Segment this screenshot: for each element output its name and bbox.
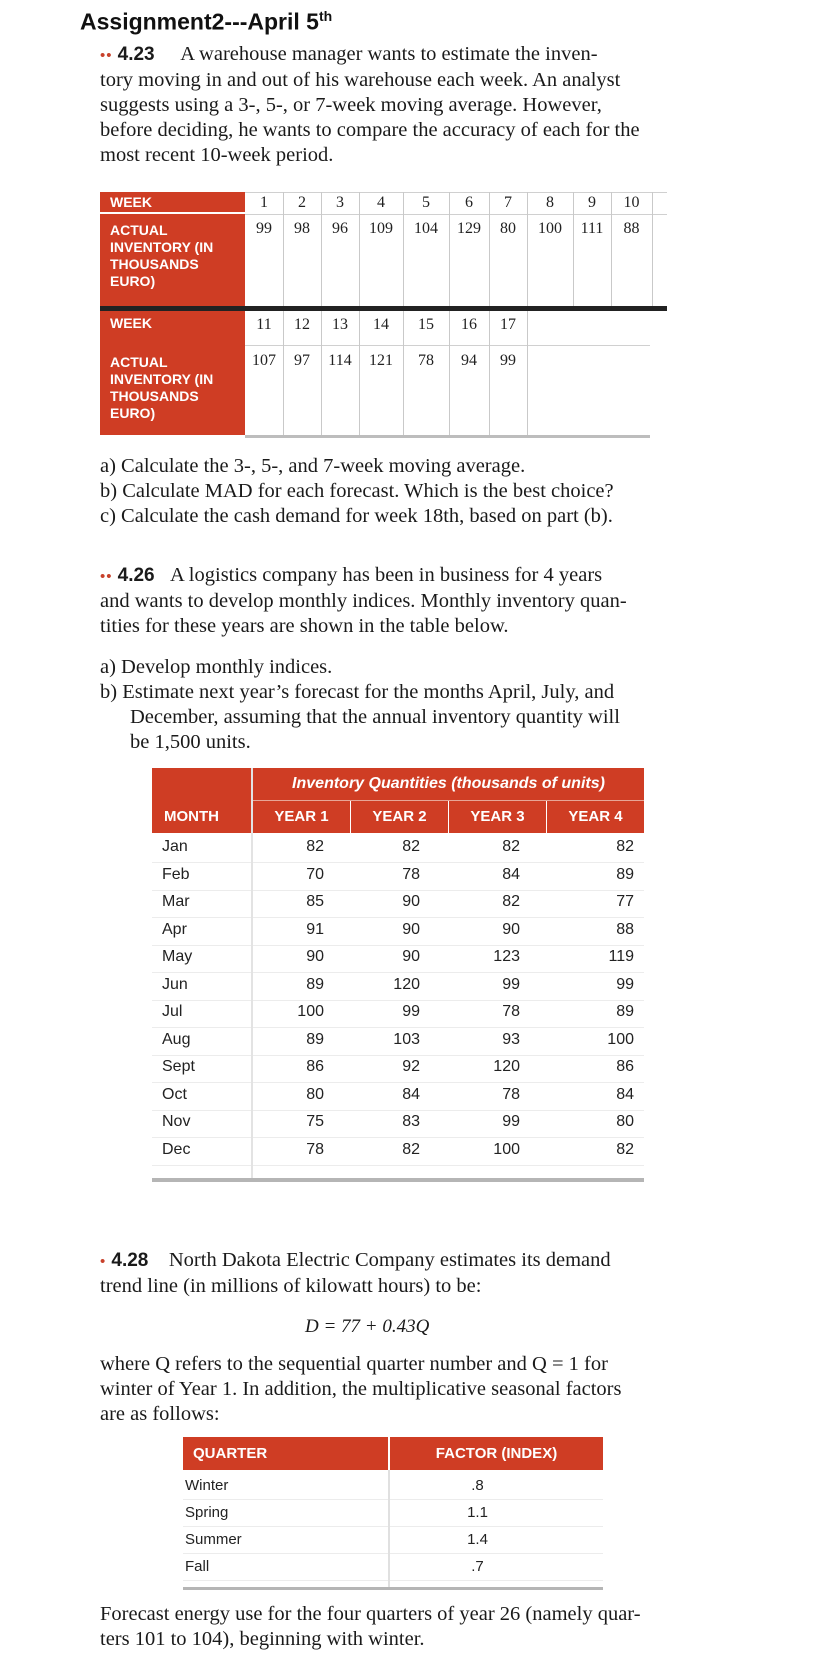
inventory-value-cell: 88 [623, 220, 640, 237]
week-number-cell: 10 [623, 194, 640, 211]
inventory-value-cell: 84 [402, 1085, 420, 1103]
inventory-value-cell: 97 [294, 352, 310, 369]
inventory-value-cell: 82 [502, 838, 520, 855]
actual-inventory-label-cell: ACTUAL INVENTORY (IN THOUSANDS EURO) [100, 214, 245, 306]
inventory-value-cell: 91 [306, 920, 324, 938]
quarter-cell: Fall [185, 1558, 210, 1575]
inventory-value-cell: 103 [393, 1030, 420, 1048]
quarter-cell: Spring [185, 1504, 229, 1521]
week-label-cell: WEEK [100, 309, 245, 345]
inventory-value-cell: 83 [402, 1113, 420, 1130]
inventory-value-cell: 120 [493, 1058, 520, 1075]
inventory-value-cell: 111 [580, 220, 604, 237]
inventory-value-cell: 96 [332, 220, 348, 237]
inventory-value-cell: 82 [306, 838, 324, 855]
seasonal-factor-table [183, 1437, 603, 1592]
week-number-cell: 15 [418, 316, 434, 333]
problem-4-23-line: tory moving in and out of his warehouse each week. An analyst [100, 69, 621, 91]
question-item: b) Calculate MAD for each forecast. Which is the best choice? [100, 480, 614, 502]
week-number-cell: 14 [373, 316, 389, 333]
month-cell: Feb [162, 865, 190, 883]
problem-4-28-line: trend line (in millions of kilowatt hours) to be: [100, 1275, 482, 1297]
question-item: be 1,500 units. [130, 731, 251, 753]
problem-4-23-line: •• 4.23 A warehouse manager wants to estimate the inven- [100, 43, 598, 65]
week-number-cell: 7 [504, 194, 512, 211]
page-title: Assignment2---April 5th [80, 8, 333, 35]
problem-4-28-text [100, 1248, 611, 1299]
week-number-cell: 6 [465, 194, 473, 211]
problem-number: 4.23 [117, 44, 155, 65]
inventory-value-cell: 90 [502, 920, 520, 938]
inventory-value-cell: 94 [461, 352, 477, 369]
week-label-cell: WEEK [100, 192, 245, 212]
year-column-header: YEAR 1 [253, 801, 350, 833]
inventory-value-cell: 80 [500, 220, 516, 237]
inventory-value-cell: 99 [616, 975, 634, 993]
inventory-value-cell: 119 [608, 948, 634, 965]
problem-4-26-line: •• 4.26 A logistics company has been in business for 4 years [100, 564, 603, 586]
quarter-cell: Winter [185, 1477, 229, 1494]
month-cell: Aug [162, 1030, 191, 1048]
inventory-value-cell: 129 [457, 220, 481, 237]
problem-4-28-line: where Q refers to the sequential quarter number and Q = 1 for [100, 1353, 608, 1375]
problem-4-26-text [100, 563, 627, 639]
inventory-value-cell: 78 [402, 865, 420, 883]
inventory-value-cell: 92 [402, 1058, 420, 1075]
closing-line: ters 101 to 104), beginning with winter. [100, 1628, 425, 1650]
problem-4-28-text-continued [100, 1352, 621, 1427]
factor-cell: 1.1 [467, 1504, 488, 1521]
inventory-value-cell: 99 [256, 220, 272, 237]
inventory-value-cell: 80 [306, 1085, 324, 1103]
month-cell: Sept [162, 1058, 195, 1075]
inventory-value-cell: 123 [493, 948, 520, 965]
difficulty-dots: •• [100, 568, 113, 585]
difficulty-dots: • [100, 1253, 107, 1270]
month-cell: Oct [162, 1085, 187, 1103]
difficulty-dots: •• [100, 47, 113, 64]
weekly-inventory-table [100, 192, 667, 440]
month-cell: May [162, 948, 193, 965]
inventory-value-cell: 100 [538, 220, 562, 237]
year-column-header: YEAR 3 [449, 801, 546, 833]
week-number-cell: 5 [422, 194, 430, 211]
problem-4-28-line: are as follows: [100, 1403, 220, 1425]
month-cell: Jan [162, 838, 188, 855]
inventory-value-cell: 75 [306, 1113, 324, 1130]
question-item: b) Estimate next year’s forecast for the months April, July, and [100, 681, 615, 703]
table-bottom-border [245, 435, 650, 438]
week-number-cell: 8 [546, 194, 554, 211]
question-item: a) Develop monthly indices. [100, 656, 333, 678]
inventory-value-cell: 78 [418, 352, 434, 369]
inventory-value-cell: 90 [402, 948, 420, 965]
table-bottom-border [152, 1178, 644, 1182]
inventory-value-cell: 121 [369, 352, 393, 369]
inventory-value-cell: 82 [402, 1140, 420, 1158]
month-cell: Jun [162, 975, 188, 993]
inventory-value-cell: 100 [493, 1140, 520, 1158]
quarter-column-header: QUARTER [183, 1437, 388, 1470]
inventory-quantities-table [152, 768, 644, 1188]
inventory-value-cell: 84 [616, 1085, 634, 1103]
week-number-cell: 16 [461, 316, 477, 333]
quarter-cell: Summer [185, 1531, 242, 1548]
month-column-header: MONTH [152, 801, 251, 833]
month-cell: Mar [162, 893, 190, 910]
inventory-value-cell: 78 [502, 1085, 520, 1103]
month-cell: Jul [162, 1003, 183, 1020]
inventory-value-cell: 107 [252, 352, 276, 369]
week-number-cell: 1 [260, 194, 268, 211]
week-number-cell: 12 [294, 316, 310, 333]
inventory-value-cell: 99 [500, 352, 516, 369]
inventory-value-cell: 109 [369, 220, 393, 237]
closing-line: Forecast energy use for the four quarters of year 26 (namely quar- [100, 1603, 641, 1625]
week-number-cell: 17 [500, 316, 516, 333]
inventory-value-cell: 82 [402, 838, 420, 855]
problem-4-23-questions [100, 454, 614, 529]
inventory-value-cell: 88 [616, 920, 634, 938]
table-divider [100, 306, 667, 311]
inventory-value-cell: 89 [616, 865, 634, 883]
problem-4-28-line: winter of Year 1. In addition, the multiplicative seasonal factors [100, 1378, 622, 1400]
question-item: December, assuming that the annual inventory quantity will [130, 706, 620, 728]
month-cell: Dec [162, 1140, 191, 1158]
factor-cell: .7 [471, 1558, 484, 1575]
problem-4-23-line: most recent 10-week period. [100, 144, 334, 166]
factor-cell: 1.4 [467, 1531, 488, 1548]
week-number-cell: 9 [588, 194, 596, 211]
inventory-value-cell: 93 [502, 1030, 520, 1048]
week-number-cell: 4 [377, 194, 385, 211]
week-number-cell: 11 [256, 316, 272, 333]
inventory-value-cell: 90 [402, 893, 420, 910]
factor-column-header: FACTOR (INDEX) [390, 1437, 603, 1470]
inventory-value-cell: 99 [502, 975, 520, 993]
year-column-header: YEAR 4 [547, 801, 644, 833]
problem-4-23-text [100, 42, 660, 168]
problem-number: 4.26 [117, 565, 155, 586]
inventory-value-cell: 85 [306, 893, 324, 910]
table-caption: Inventory Quantities (thousands of units) [253, 768, 644, 800]
inventory-value-cell: 90 [402, 920, 420, 938]
question-item: a) Calculate the 3-, 5-, and 7-week moving average. [100, 455, 526, 477]
inventory-value-cell: 114 [328, 352, 352, 369]
problem-4-26-questions [100, 655, 620, 755]
inventory-value-cell: 100 [297, 1003, 324, 1020]
inventory-value-cell: 86 [306, 1058, 324, 1075]
question-item: c) Calculate the cash demand for week 18th, based on part (b). [100, 505, 613, 527]
inventory-value-cell: 78 [306, 1140, 324, 1158]
trend-equation: D = 77 + 0.43Q [305, 1316, 430, 1337]
inventory-value-cell: 84 [502, 865, 520, 883]
month-cell: Apr [162, 920, 187, 938]
problem-4-28-line: • 4.28 North Dakota Electric Company estimates its demand [100, 1249, 611, 1271]
problem-4-23-line: suggests using a 3-, 5-, or 7-week moving average. However, [100, 94, 602, 116]
inventory-value-cell: 89 [306, 1030, 324, 1048]
inventory-value-cell: 70 [306, 865, 324, 883]
inventory-value-cell: 89 [616, 1003, 634, 1020]
year-column-header: YEAR 2 [351, 801, 448, 833]
problem-number: 4.28 [111, 1250, 149, 1271]
week-number-cell: 3 [336, 194, 344, 211]
inventory-value-cell: 120 [393, 975, 420, 993]
month-cell: Nov [162, 1113, 191, 1130]
week-number-cell: 2 [298, 194, 306, 211]
inventory-value-cell: 77 [616, 893, 634, 910]
problem-4-26-line: and wants to develop monthly indices. Monthly inventory quan- [100, 590, 627, 612]
inventory-value-cell: 98 [294, 220, 310, 237]
inventory-value-cell: 78 [502, 1003, 520, 1020]
inventory-value-cell: 82 [502, 893, 520, 910]
inventory-value-cell: 82 [616, 1140, 634, 1158]
actual-inventory-label-cell: ACTUAL INVENTORY (IN THOUSANDS EURO) [100, 345, 245, 435]
inventory-value-cell: 104 [414, 220, 438, 237]
inventory-value-cell: 86 [616, 1058, 634, 1075]
factor-cell: .8 [471, 1477, 484, 1494]
inventory-value-cell: 82 [616, 838, 634, 855]
table-bottom-border [183, 1587, 603, 1590]
inventory-value-cell: 89 [306, 975, 324, 993]
inventory-value-cell: 90 [306, 948, 324, 965]
inventory-value-cell: 80 [616, 1113, 634, 1130]
problem-4-26-line: tities for these years are shown in the table below. [100, 615, 509, 637]
problem-4-23-line: before deciding, he wants to compare the accuracy of each for the [100, 119, 640, 141]
problem-4-28-closing [100, 1602, 641, 1652]
week-number-cell: 13 [332, 316, 348, 333]
inventory-value-cell: 100 [607, 1030, 634, 1048]
inventory-value-cell: 99 [502, 1113, 520, 1130]
inventory-value-cell: 99 [402, 1003, 420, 1020]
